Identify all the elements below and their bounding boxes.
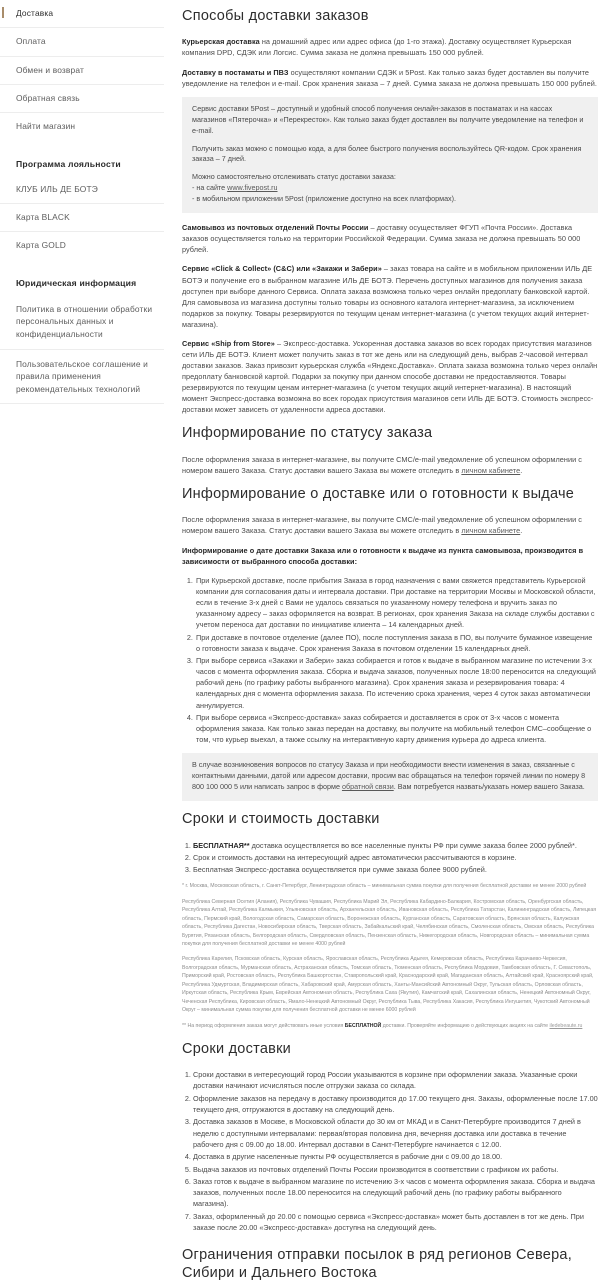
text-click-and-collect: – заказ товара на сайте и в мобильном приложении ИЛЬ ДЕ БОТЭ и получение его в выбранном магазине ИЛЬ ДЕ БОТЭ. Перечень доступных магазинов для получения заказа доступен при выборе данного Сервиса. Оплата заказа возможна только через онлайн предоплату банковской картой. Для самовывоза из магазина доступны только товары из основного каталога интернет-магазина, за исключением подарков за покупку. Товары резервируются по текущим ценам интернет-магазина (с учетом текущих акций интернет-магазина).: [182, 264, 593, 329]
label-pochta-rossii: Самовывоз из почтовых отделений Почты России: [182, 223, 369, 233]
sidebar-item-karta-black[interactable]: [0, 204, 164, 232]
paragraph-order-status: [182, 454, 598, 476]
section-title-shipping-limits: Ограничения отправки посылок в ряд регионов Севера, Сибири и Дальнего Востока: [182, 1247, 573, 1281]
sidebar-item-karta-gold[interactable]: [0, 232, 164, 259]
paragraph-delivery-date-intro: [182, 545, 598, 567]
infobox-5post-tracking-head: Можно самостоятельно отслеживать статус доставки заказа:: [192, 172, 396, 182]
list-item: 2. При доставке в почтовое отделение (далее ПО), после поступления заказа в ПО, вы получите бумажное извещение о готовности заказа к выдаче. Срок хранения Заказа в почтовом отделении 15 календарных дней.: [195, 632, 598, 654]
sidebar-item-label: КЛУБ ИЛЬ ДЕ БОТЭ: [16, 183, 98, 194]
link-fivepost-site[interactable]: www.fivepost.ru: [227, 183, 278, 193]
sidebar-item-privacy-policy[interactable]: [0, 295, 164, 350]
link-personal-account-2[interactable]: личном кабинете: [461, 526, 521, 536]
list-item: 4. При выборе сервиса «Экспресс-доставка» заказ собирается и доставляется в срок от 3-х часов с момента оформления заказа. Как только заказ передан на доставку, вы получите на мобильный телефон СМС–сообщение о том, что курьер выехал, а также ссылку на интерактивную карту движения курьера до адреса клиента.: [195, 712, 598, 745]
list-delivery-terms: [182, 1069, 598, 1233]
main-content: [178, 0, 600, 1281]
sidebar: [0, 0, 178, 950]
label-click-and-collect: Сервис «Click & Collect» (C&C) или «Закажи и Забери»: [182, 264, 382, 274]
paragraph-pochta-rossii: [182, 222, 598, 255]
sidebar-heading-legal: Юридическая информация: [16, 277, 137, 288]
text-footnote-dstar-pre: ** На период оформления заказа могут действовать иные условия: [182, 1023, 345, 1030]
sidebar-item-label: Политика в отношении обработки персональных данных и конфиденциальности: [16, 303, 153, 339]
text-footnote-dstar-mid: доставки. Проверяйте информацию о действующих акциях на сайте: [381, 1023, 550, 1030]
list-item: 4. Доставка в другие населенные пункты РФ осуществляется в рабочие дни с 09.00 до 18.00.: [193, 1151, 598, 1162]
text-courier-delivery: на домашний адрес или адрес офиса (до 1-го этажа). Доставку осуществляет Курьерская компания DPD, СДЭК или Логсис. Сумма заказа не должна превышать 150 000 рублей.: [182, 37, 572, 58]
label-free-delivery: БЕСПЛАТНАЯ**: [193, 840, 250, 850]
sidebar-item-label: Пользовательское соглашение и правила применения рекомендательных технологий: [16, 358, 148, 394]
text-delivery-date-intro: Информирование о дате доставки Заказа или о готовности к выдаче из пункта самовывоза, производится в зависимости от выбранного способа доставки:: [182, 545, 584, 566]
section-title-delivery-notification: Информирование о доставке или о готовности к выдаче: [182, 486, 575, 502]
footnote-regions-6000: Республика Карелия, Псковская область, Курская область, Ярославская область, Республика Адыгея, Кемеровская область, Республика Карачаево-Черкесия, Волгоградская область, Мурманская область, Астраханская область, Томская область, Тюменская область, Республика Мордовия, Тамбовская область, Г. Севастополь, Приморский край, Ростовская область, Республика Башкортостан, Ставропольский край, Краснодарский край, Магаданская область, Алтайский край, Красноярский край, Республика Удмуртская, Владимирская область, Хабаровский край, Амурская область, Ханты-Мансийский Автономный Округ, Тульская область, Орловская область, Иркутская область, Республика Крым, Еврейская Автономная область, Республика Саха (Якутия), Камчатский край, Сахалинская область, Ненецкий Автономный Округ, Чеченская Республика, Кировская область, Ямало-Ненецкий Автономный Округ, Республика Тыва, Республика Хакасия, Республика Ингушетия, Чукотский Автономный Округ – минимальная сумма покупки для получения бесплатной доставки не менее 6000 рублей: [182, 956, 594, 1013]
link-feedback-form[interactable]: обратной связи: [341, 782, 394, 792]
link-personal-account[interactable]: личном кабинете: [461, 465, 521, 475]
list-item: 3. Бесплатная Экспресс-доставка осуществляется при сумме заказа более 9000 рублей.: [193, 864, 598, 875]
list-item: 3. Доставка заказов в Москве, в Московской области до 30 км от МКАД и в Санкт-Петербурге производится 7 дней в неделю с доступными интервалами: первая/вторая половина дня, вечерняя доставка или доставка в течение рабочего дня с 09.00 до 18.00. Интервал доставки в Санкт-Петербурге начинается с 12.00.: [193, 1116, 598, 1150]
link-iledebeaute-site[interactable]: iledebeaute.ru: [549, 1023, 583, 1030]
footnote-free-delivery-conditions: [182, 1022, 598, 1030]
text-delivery-notification-pre: После оформления заказа в интернет-магазине, вы получите СМС/e-mail уведомление об успешном оформлении с номером вашего Заказа. Статус доставки вашего Заказа вы можете отследить в: [182, 515, 582, 536]
section-title-order-status: Информирование по статусу заказа: [182, 425, 433, 442]
text-order-status-post: .: [520, 465, 523, 475]
label-courier-delivery: Курьерская доставка: [182, 37, 260, 47]
sidebar-heading-loyalty: Программа лояльности: [16, 158, 121, 169]
text-postamat-delivery: осуществляют компании СДЭК и 5Post. Как только заказ будет доставлен вы получите уведомление на телефон и e-mail. Срок хранения заказа – 7 дней. Сумма заказа не должна превышать 150 000 рублей.: [182, 67, 597, 88]
text-hotline-pre: В случае возникновения вопросов по статусу Заказа и при необходимости внести изменения в заказ, связанные с контактными данными, датой или адресом доставки, просим вас обращаться на телефон горячей линии по номеру 8 800 100 000 5 или написать запрос в форме: [192, 760, 586, 792]
sidebar-item-label: Оплата: [16, 36, 46, 47]
label-ship-from-store: Сервис «Ship from Store»: [182, 338, 275, 348]
page-title: Способы доставки заказов: [182, 8, 369, 24]
list-item: 1. Сроки доставки в интересующий город России указываются в корзине при оформлении заказа. Указанные сроки доставки начинают исчисляться после отгрузки заказа со склада.: [193, 1069, 598, 1092]
sidebar-item-oplata[interactable]: [0, 28, 164, 56]
text-delivery-notification-post: .: [520, 526, 523, 536]
sidebar-item-user-agreement[interactable]: [0, 350, 164, 405]
list-item: 7. Заказ, оформленный до 20.00 с помощью сервиса «Экспресс-доставка» может быть доставлен в тот же день. При заказе после 20.00 «Экспресс-доставка» доступна на следующий день.: [193, 1211, 598, 1234]
list-item: 3. При выборе сервиса «Закажи и Забери» заказ собирается и готов к выдаче в выбранном магазине по истечении 3-х часов с момента оформления заказа. Сборка и выдача заказов, полученных после 18:00 переносится на следующий рабочий день (по графику работы выбранного магазина). Срок хранения заказа и резервирования товара: 4 календарных дня с момента оформления заказа. По истечению срока хранения, через 4 суток заказ автоматически аннулируется.: [195, 655, 598, 710]
infobox-5post-para-1: Сервис доставки 5Post – доступный и удобный способ получения онлайн-заказов в постаматах и на кассах магазинов «Пятерочка» и «Перекресток». Как только заказ будет доставлен вы получите уведомление на телефон и e-mail.: [192, 103, 584, 135]
list-terms-and-cost: [182, 840, 598, 876]
label-postamat-delivery: Доставку в постаматы и ПВЗ: [182, 67, 289, 77]
sidebar-item-label: Карта BLACK: [16, 212, 70, 223]
sidebar-item-club-ilde-bote[interactable]: [0, 176, 164, 204]
paragraph-click-and-collect: [182, 263, 598, 329]
section-title-terms-and-cost: Сроки и стоимость доставки: [182, 811, 380, 828]
infobox-5post-para-3: [192, 172, 588, 205]
infobox-5post-para-2: Получить заказ можно с помощью кода, а для более быстрого получения воспользуйтесь QR-кодом. Срок хранения заказа – 7 дней.: [192, 143, 582, 164]
list-item: 5. Выдача заказов из почтовых отделений Почты России производится в соответствии с графиком их работы.: [193, 1164, 598, 1175]
sidebar-legal-nav: [0, 295, 164, 405]
text-ship-from-store: – Экспресс-доставка. Ускоренная доставка заказов во всех городах присутствия магазинов сети ИЛЬ ДЕ БОТЭ. Клиент может получить заказ в тот же день или на следующий день, выбрав 2-часовой интервал доставки заказов. Заказ привозит курьерская служба «Яндекс.Доставка». Оплата заказа возможна только через онлайн предоплату банковской картой. Подарки за покупку при данном способе доставки не предоставляются. Товары резервируются по текущим ценам интернет-магазина (с учетом текущих акций интернет-магазина). В настоящий момент Экспресс-доставка возможна во всех городах присутствия магазинов сети ИЛЬ ДЕ БОТЭ. Стоимость экспресс-доставки может зависеть от удаленности адреса доставки.: [182, 338, 598, 415]
text-pochta-rossii: – доставку осуществляет ФГУП «Почта России». Доставка заказов осуществляется только на территории Российской Федерации. Сумма заказа не должна превышать 50 000 рублей.: [182, 223, 581, 255]
infobox-hotline-text: [192, 760, 588, 793]
sidebar-item-dostavka[interactable]: [0, 0, 164, 28]
sidebar-item-label: Карта GOLD: [16, 240, 66, 251]
paragraph-postamat-delivery: [182, 67, 598, 89]
infobox-hotline: [182, 753, 598, 801]
text-hotline-post: . Вам потребуется назвать/указать номер вашего Заказа.: [393, 782, 585, 792]
list-delivery-steps: [182, 575, 598, 746]
section-title-delivery-terms: Сроки доставки: [182, 1040, 292, 1057]
paragraph-ship-from-store: [182, 338, 598, 416]
sidebar-item-label: Обратная связь: [16, 93, 80, 104]
text-order-status-pre: После оформления заказа в интернет-магазине, вы получите СМС/e-mail уведомление об успешном оформлении с номером вашего Заказа. Статус доставки вашего Заказа вы можете отследить в: [182, 454, 582, 475]
sidebar-loyalty-nav: [0, 176, 164, 260]
infobox-5post-app-line: - в мобильном приложении 5Post (приложение доступно на всех платформах).: [192, 194, 457, 204]
paragraph-delivery-notification: [182, 514, 598, 536]
sidebar-item-nayti-magazin[interactable]: [0, 113, 164, 140]
footnote-regions-4000: Республика Северная Осетия (Алания), Республика Чувашия, Республика Марий Эл, Республика Кабардино-Балкария, Костромская область, Оренбургская область, Республика Алтай, Республика Калмыкия, Ульяновская область, Архангельская область, Ивановская область, Республика Татарстан, Калининградская область, Липецкая область, Пермский край, Вологодская область, Самарская область, Воронежская область, Курганская область, Саратовская область, Брянская область, Калужская область, Республика Дагестан, Новосибирская область, Тверская область, Забайкальский край, Челябинская область, Смоленская область, Омская область, Республика Бурятия, Рязанская область, Белгородская область, Свердловская область, Пензенская область, Нижегородская область, Новгородская область – минимальная сумма покупки для получения бесплатной доставки не менее 4000 рублей: [182, 898, 597, 947]
sidebar-item-label: Доставка: [16, 8, 54, 18]
paragraph-courier-delivery: [182, 36, 598, 58]
footnote-capitals: * г. Москва, Московская область, г. Санкт-Петербург, Ленинградская область – минимальная сумма покупки для получения бесплатной доставки не менее 2000 рублей: [182, 883, 587, 890]
infobox-5post-site-prefix: - на сайте: [192, 183, 228, 193]
sidebar-item-label: Обмен и возврат: [16, 64, 84, 75]
sidebar-item-obmen-i-vozvrat[interactable]: [0, 57, 164, 85]
list-item: 2. Срок и стоимость доставки на интересующий адрес автоматически рассчитываются в корзине.: [193, 852, 598, 863]
list-item: 1. БЕСПЛАТНАЯ** доставка осуществляется во все населенные пункты РФ при сумме заказа более 2000 рублей*.: [193, 840, 598, 851]
sidebar-item-obratnaya-svyaz[interactable]: [0, 85, 164, 113]
label-free-delivery-2: БЕСПЛАТНОЙ: [344, 1023, 382, 1030]
list-item: 1. При Курьерской доставке, после прибытия Заказа в город назначения с вами свяжется представитель Курьерской компании для согласования даты и интервала доставки. При доставке на территории Москвы и Московской области, если в течение 3-х дней с Вами не удалось связаться по указанному номеру телефона и вручить заказ по указанному адресу – заказ оформляется на возврат. В регионах, срок хранения Заказа на складе службы доставки с учетом переноса дат доставки по инициативе клиента – 14 календарных дней.: [195, 575, 598, 630]
list-item: 2. Оформление заказов на передачу в доставку производится до 17.00 текущего дня. Заказы, оформленные после 17.00 текущего дня, отгружаются в доставку на следующий день.: [193, 1093, 598, 1116]
infobox-5post: [182, 97, 598, 214]
sidebar-primary-nav: [0, 0, 164, 141]
active-indicator-bar: [2, 7, 4, 18]
list-item: 6. Заказ готов к выдаче в выбранном магазине по истечению 3-х часов с момента оформления заказа. Сборка и выдача заказов, полученных после 18.00 переносится на следующий рабочий день (по графику работы выбранного магазина).: [193, 1176, 598, 1210]
sidebar-item-label: Найти магазин: [16, 121, 76, 132]
